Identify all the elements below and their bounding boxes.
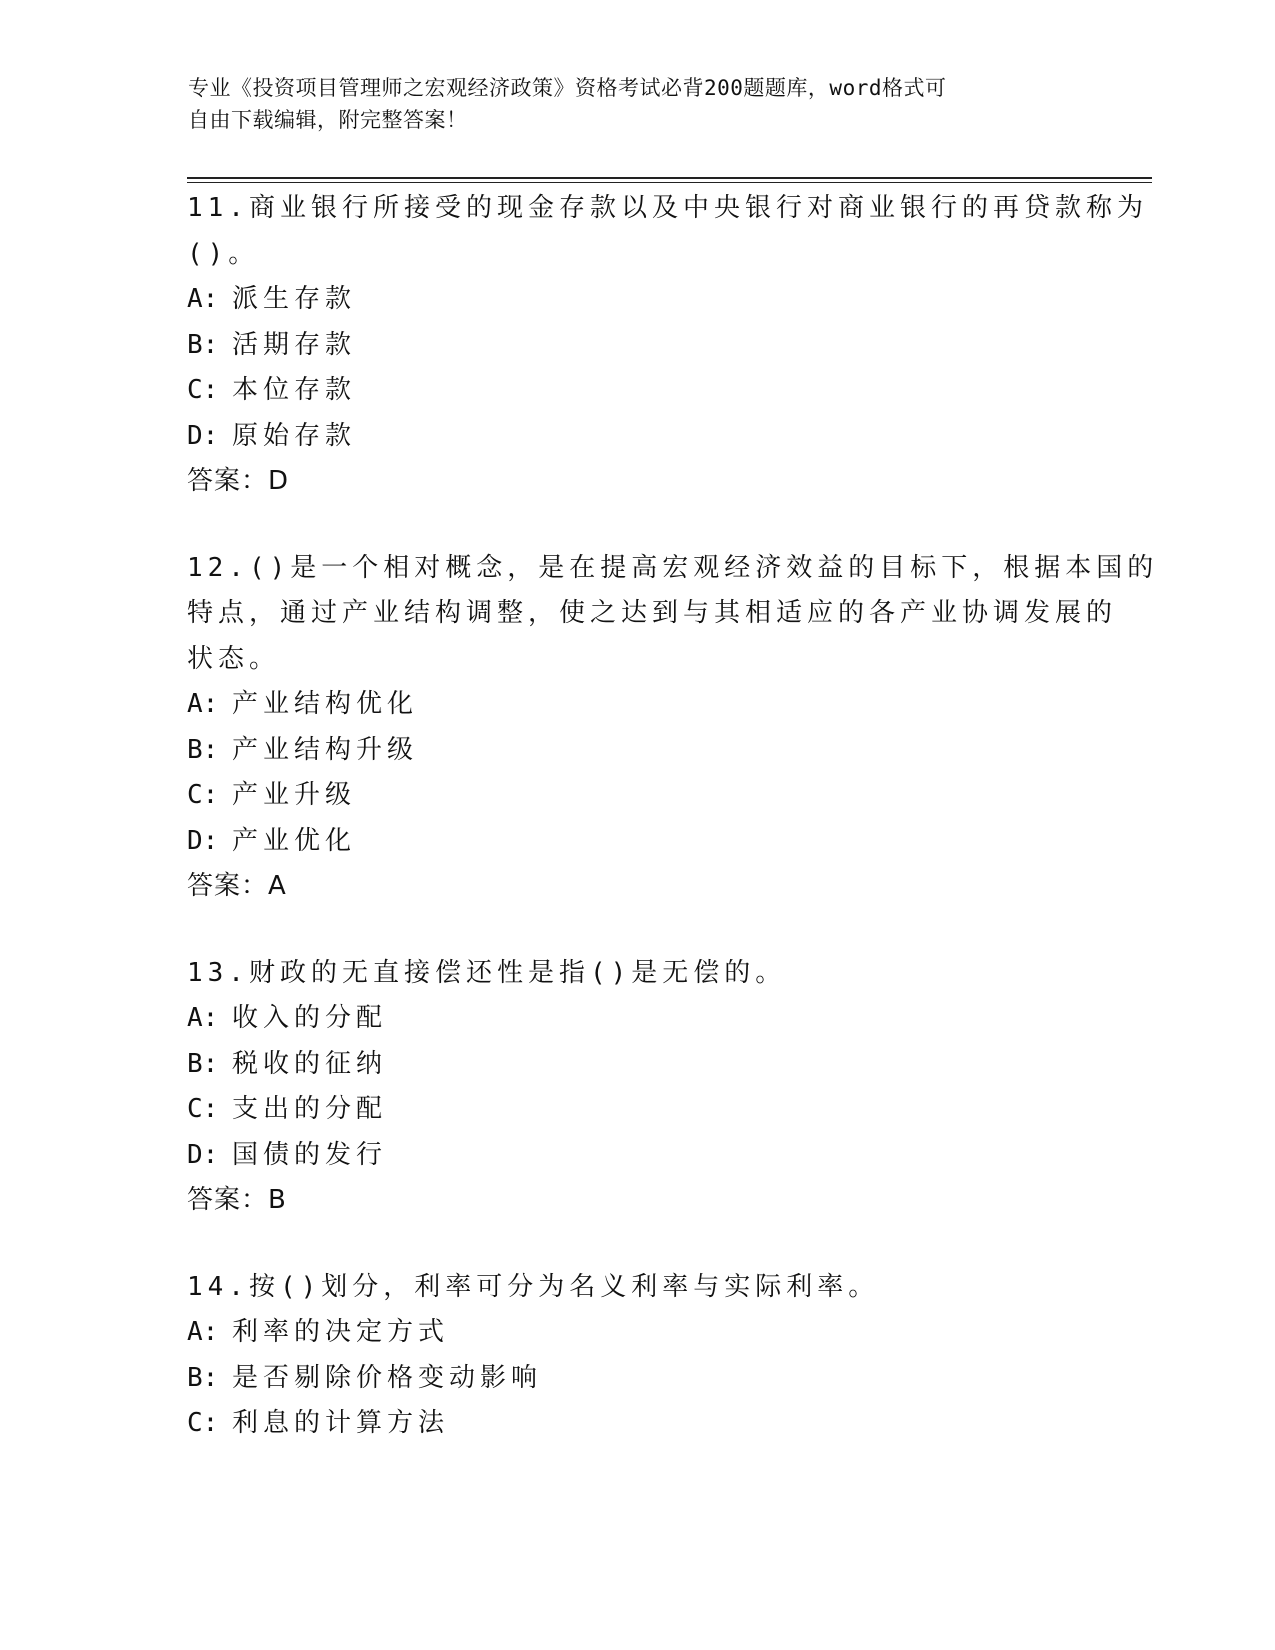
header-rule-thick — [187, 177, 1152, 179]
option-text: 产业优化 — [232, 825, 357, 856]
option-letter: B: — [187, 734, 219, 765]
question-stem-line: 13.财政的无直接偿还性是指()是无偿的。 — [187, 957, 787, 988]
answer-option — [187, 773, 1087, 819]
option-letter: B: — [187, 1362, 219, 1393]
option-letter: B: — [187, 329, 219, 360]
option-letter: C: — [187, 1094, 219, 1124]
header-line-1: 专业《投资项目管理师之宏观经济政策》资格考试必背200题题库，word格式可 — [188, 76, 947, 100]
option-letter: A: — [187, 1317, 219, 1347]
option-text: 国债的发行 — [232, 1139, 388, 1170]
answer-option — [187, 682, 1087, 728]
answer-option — [187, 1087, 1087, 1133]
option-text: 产业结构升级 — [232, 734, 419, 765]
option-text: 本位存款 — [232, 375, 357, 405]
question-block — [187, 951, 1087, 1224]
answer-option — [187, 323, 1087, 369]
option-text: 活期存款 — [232, 329, 357, 360]
option-letter: A: — [187, 284, 219, 314]
answer-key: 答案：B — [187, 1185, 287, 1215]
question-stem-line: ()。 — [187, 238, 260, 269]
question-stem-line: 状态。 — [187, 643, 281, 674]
question-stem-line: 12.()是一个相对概念，是在提高宏观经济效益的目标下，根据本国的 — [187, 552, 1159, 583]
option-letter: A: — [187, 1003, 219, 1033]
answer-option — [187, 414, 1087, 460]
option-text: 支出的分配 — [232, 1094, 388, 1124]
answer-option — [187, 1042, 1087, 1088]
answer-option — [187, 996, 1087, 1042]
answer-option — [187, 819, 1087, 865]
option-letter: B: — [187, 1048, 219, 1079]
answer-option — [187, 277, 1087, 323]
answer-key: 答案：A — [187, 871, 287, 901]
document-header — [188, 72, 1088, 136]
header-line-2: 自由下载编辑，附完整答案！ — [188, 108, 468, 132]
question-list — [187, 186, 1159, 1488]
question-block — [187, 186, 1148, 505]
answer-option — [187, 1310, 1087, 1356]
question-stem-line: 14.按()划分，利率可分为名义利率与实际利率。 — [187, 1271, 880, 1302]
question-stem-line: 特点，通过产业结构调整，使之达到与其相适应的各产业协调发展的 — [187, 598, 1118, 628]
question-block — [187, 1265, 1087, 1447]
option-letter: D: — [187, 420, 219, 451]
answer-option — [187, 368, 1087, 414]
option-text: 是否剔除价格变动影响 — [232, 1362, 543, 1393]
option-text: 利息的计算方法 — [232, 1408, 450, 1438]
option-text: 税收的征纳 — [232, 1048, 388, 1079]
option-letter: C: — [187, 375, 219, 405]
option-text: 收入的分配 — [232, 1003, 388, 1033]
header-rule-thin — [187, 182, 1152, 183]
option-text: 原始存款 — [232, 420, 357, 451]
question-block — [187, 546, 1159, 910]
option-letter: D: — [187, 1139, 219, 1170]
option-letter: C: — [187, 780, 219, 810]
option-letter: D: — [187, 825, 219, 856]
option-letter: C: — [187, 1408, 219, 1438]
option-text: 利率的决定方式 — [232, 1317, 450, 1347]
option-letter: A: — [187, 689, 219, 719]
option-text: 派生存款 — [232, 284, 357, 314]
answer-option — [187, 1356, 1087, 1402]
option-text: 产业升级 — [232, 780, 357, 810]
answer-option — [187, 1133, 1087, 1179]
question-stem-line: 11.商业银行所接受的现金存款以及中央银行对商业银行的再贷款称为 — [187, 193, 1148, 223]
option-text: 产业结构优化 — [232, 689, 419, 719]
answer-option — [187, 728, 1087, 774]
answer-option — [187, 1401, 1087, 1447]
answer-key: 答案：D — [187, 466, 290, 496]
